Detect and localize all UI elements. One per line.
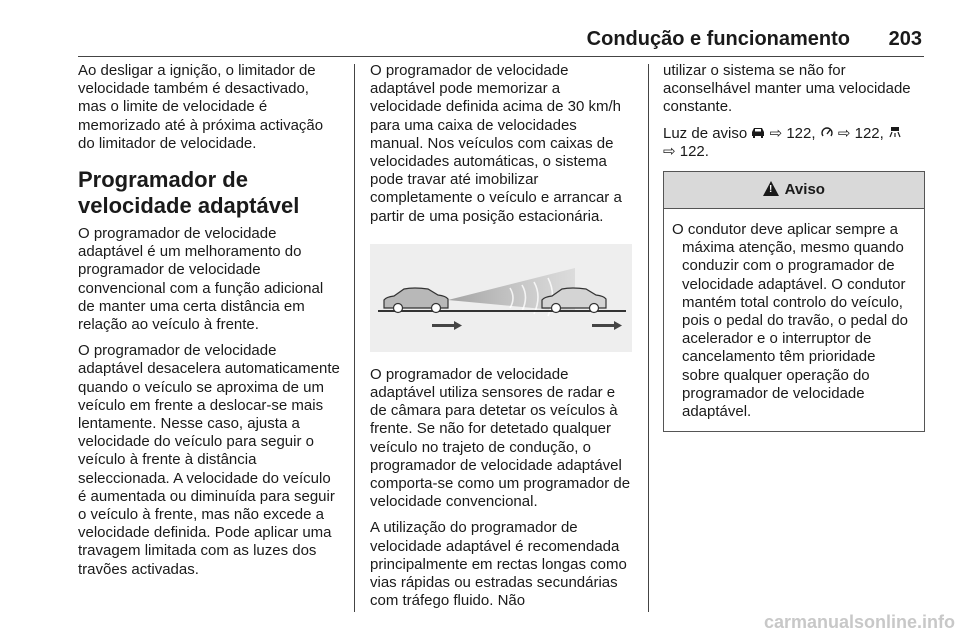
page-arrow-icon: ⇨ bbox=[663, 142, 676, 160]
page-header-title: Condução e funcionamento bbox=[586, 28, 850, 50]
paragraph: O programador de velocidade adaptável é um melhoramento do programador de velocidade convencional com a função adicional de manter uma certa distância em relação ao veículo à frente. bbox=[78, 225, 324, 334]
section-heading: Programador de velocidade adaptável bbox=[78, 167, 300, 219]
warning-triangle-icon: ! bbox=[763, 181, 779, 196]
paragraph: O programador de velocidade adaptável utiliza sensores de radar e de câmara para detetar os veículos à frente. Se não for detetado qualquer veículo no trajeto de condução, o programador de velocidade adaptável comporta-se como um programador de velocidade convencional. bbox=[370, 365, 631, 511]
header-rule bbox=[78, 56, 924, 57]
paragraph: O programador de velocidade adaptável desacelera automaticamente quando o veículo se aproxima de um veículo em frente a deslocar-se mais lentamente. Nesse caso, ajusta a velocidade do veículo para seguir o veículo à frente à distância seleccionada. A velocidade do veículo é aumentada ou diminuída para seguir o veículo à frente, mas não excede a velocidade definida. Pode aplicar uma travagem limitada com as luzes dos travões activadas. bbox=[78, 342, 340, 578]
text-column-right bbox=[663, 62, 925, 432]
direction-arrow-icon bbox=[432, 321, 462, 330]
warning-box bbox=[663, 171, 925, 432]
cruise-control-icon bbox=[820, 125, 834, 143]
text-column-middle bbox=[370, 62, 634, 618]
radar-illustration bbox=[370, 244, 632, 352]
page-number: 203 bbox=[888, 28, 922, 50]
warning-box-header bbox=[664, 172, 924, 209]
warning-title: Aviso bbox=[784, 181, 825, 199]
text-column-left bbox=[78, 62, 340, 587]
watermark-logo: carmanualsonline.info bbox=[763, 612, 955, 632]
page-arrow-icon: ⇨ bbox=[837, 124, 851, 142]
page-reference-link[interactable]: 122, bbox=[854, 124, 884, 142]
warning-text: O condutor deve aplicar sempre a máxima atenção, mesmo quando conduzir com o programador de velocidade adaptável. O condutor mantém total controlo do veículo, pois o pedal do travão, o pedal do acelerador e o interruptor de cancelamento têm prioridade sobre qualquer operação do programador de velocidade adaptável. bbox=[672, 221, 909, 421]
radar-illustration-svg bbox=[370, 244, 632, 352]
direction-arrow-icon bbox=[592, 321, 622, 330]
page-reference-link[interactable]: 122, bbox=[786, 124, 816, 142]
paragraph: A utilização do programador de velocidade adaptável é recomendada principalmente em rectas longas como vias rápidas ou estradas secundárias com tráfego fluido. Não bbox=[370, 519, 627, 610]
paragraph: Ao desligar a ignição, o limitador de velocidade também é desactivado, mas o limite de velocidade é memorizado até à próxima activação do limitador de velocidade. bbox=[78, 62, 324, 152]
page-arrow-icon: ⇨ bbox=[769, 124, 783, 142]
page-reference-link[interactable]: 122. bbox=[679, 142, 709, 160]
paragraph: utilizar o sistema se não for aconselhável manter uma velocidade constante. bbox=[663, 62, 911, 116]
car-front-icon bbox=[751, 125, 765, 143]
warning-lights-reference bbox=[663, 125, 925, 161]
warning-lights-label: Luz de aviso bbox=[663, 124, 748, 142]
column-divider bbox=[648, 64, 649, 612]
ego-car bbox=[384, 288, 448, 313]
column-divider bbox=[354, 64, 355, 612]
paragraph: O programador de velocidade adaptável pode memorizar a velocidade definida acima de 30 km/h para uma caixa de velocidades manual. Nos veículos com caixas de velocidades automáticas, o sistema pode travar até imobilizar completamente o veículo e arrancar a partir de uma posição estacionária. bbox=[370, 62, 622, 225]
warning-box-body bbox=[664, 209, 924, 431]
lane-keep-icon bbox=[888, 125, 902, 143]
